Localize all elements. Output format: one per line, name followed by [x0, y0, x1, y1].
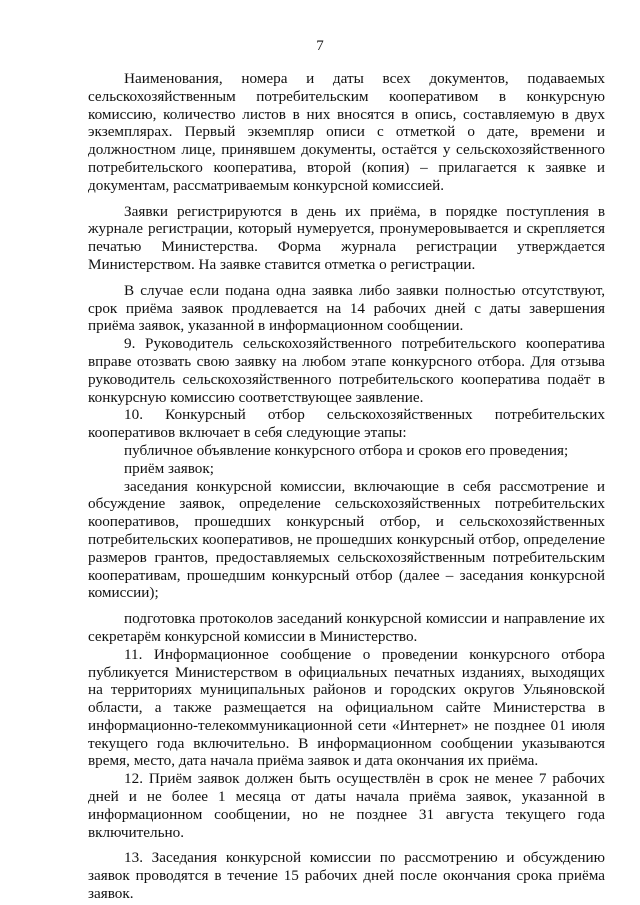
paragraph-registration: Заявки регистрируются в день их приёма, в порядке поступления в журнале регистрации, который нумеруется, пронумеровывается и скрепляется печатью Министерства. Форма журнала регистрации утверждается Министерством. На заявке ставится отметка о регистрации.	[88, 202, 605, 273]
body-text	[88, 70, 605, 903]
paragraph-item-9: 9. Руководитель сельскохозяйственного потребительского кооператива вправе отозвать свою заявку на любом этапе конкурсного отбора. Для отзыва руководитель сельскохозяйственного потребительского кооператива подаёт в конкурсную комиссию соответствующее заявление.	[88, 335, 605, 406]
paragraph-extension: В случае если подана одна заявка либо заявки полностью отсутствуют, срок приёма заявок продлевается на 14 рабочих дней с даты завершения приёма заявок, указанной в информационном сообщении.	[88, 281, 605, 335]
page-number: 7	[316, 38, 324, 54]
stage-meetings: заседания конкурсной комиссии, включающие в себя рассмотрение и обсуждение заявок, определение сельскохозяйственных потребительских кооперативов, прошедших конкурсный отбор, и сельскохозяйственных потребительских кооперативов, не прошедших конкурсный отбор, определение размеров грантов, предоставляемых сельскохозяйственным потребительским кооперативам, прошедшим конкурсный отбор (далее – заседания конкурсной комиссии);	[88, 477, 605, 602]
paragraph-item-11: 11. Информационное сообщение о проведении конкурсного отбора публикуется Министерством в официальных печатных изданиях, выходящих на территориях муниципальных районов и городских округов Ульяновской области, а также размещается на официальном сайте Министерства в информационно-телекоммуникационной сети «Интернет» не позднее 01 июля текущего года включительно. В информационном сообщении указываются время, место, дата начала приёма заявок и дата окончания их приёма.	[88, 645, 605, 770]
paragraph-inventory: Наименования, номера и даты всех документов, подаваемых сельскохозяйственным потребительским кооперативом в конкурсную комиссию, количество листов в них вносятся в опись, составляемую в двух экземплярах. Первый экземпляр описи с отметкой о дате, времени и должностном лице, принявшем документы, остаётся у сельскохозяйственного потребительского кооператива, второй (копия) – прилагается к заявке и документам, рассматриваемым конкурсной комиссией.	[88, 70, 605, 194]
paragraph-item-12: 12. Приём заявок должен быть осуществлён в срок не менее 7 рабочих дней и не более 1 месяца от даты начала приёма заявок, указанной в информационном сообщении, но не позднее 31 августа текущего года включительно.	[88, 770, 605, 841]
stage-protocols: подготовка протоколов заседаний конкурсной комиссии и направление их секретарём конкурсной комиссии в Министерство.	[88, 610, 605, 645]
stage-reception: приём заявок;	[124, 459, 214, 477]
stage-announcement: публичное объявление конкурсного отбора и сроков его проведения;	[124, 441, 569, 459]
paragraph-item-10: 10. Конкурсный отбор сельскохозяйственных потребительских кооперативов включает в себя следующие этапы:	[88, 406, 605, 442]
paragraph-item-13: 13. Заседания конкурсной комиссии по рассмотрению и обсуждению заявок проводятся в течение 15 рабочих дней после окончания срока приёма заявок.	[88, 849, 605, 903]
